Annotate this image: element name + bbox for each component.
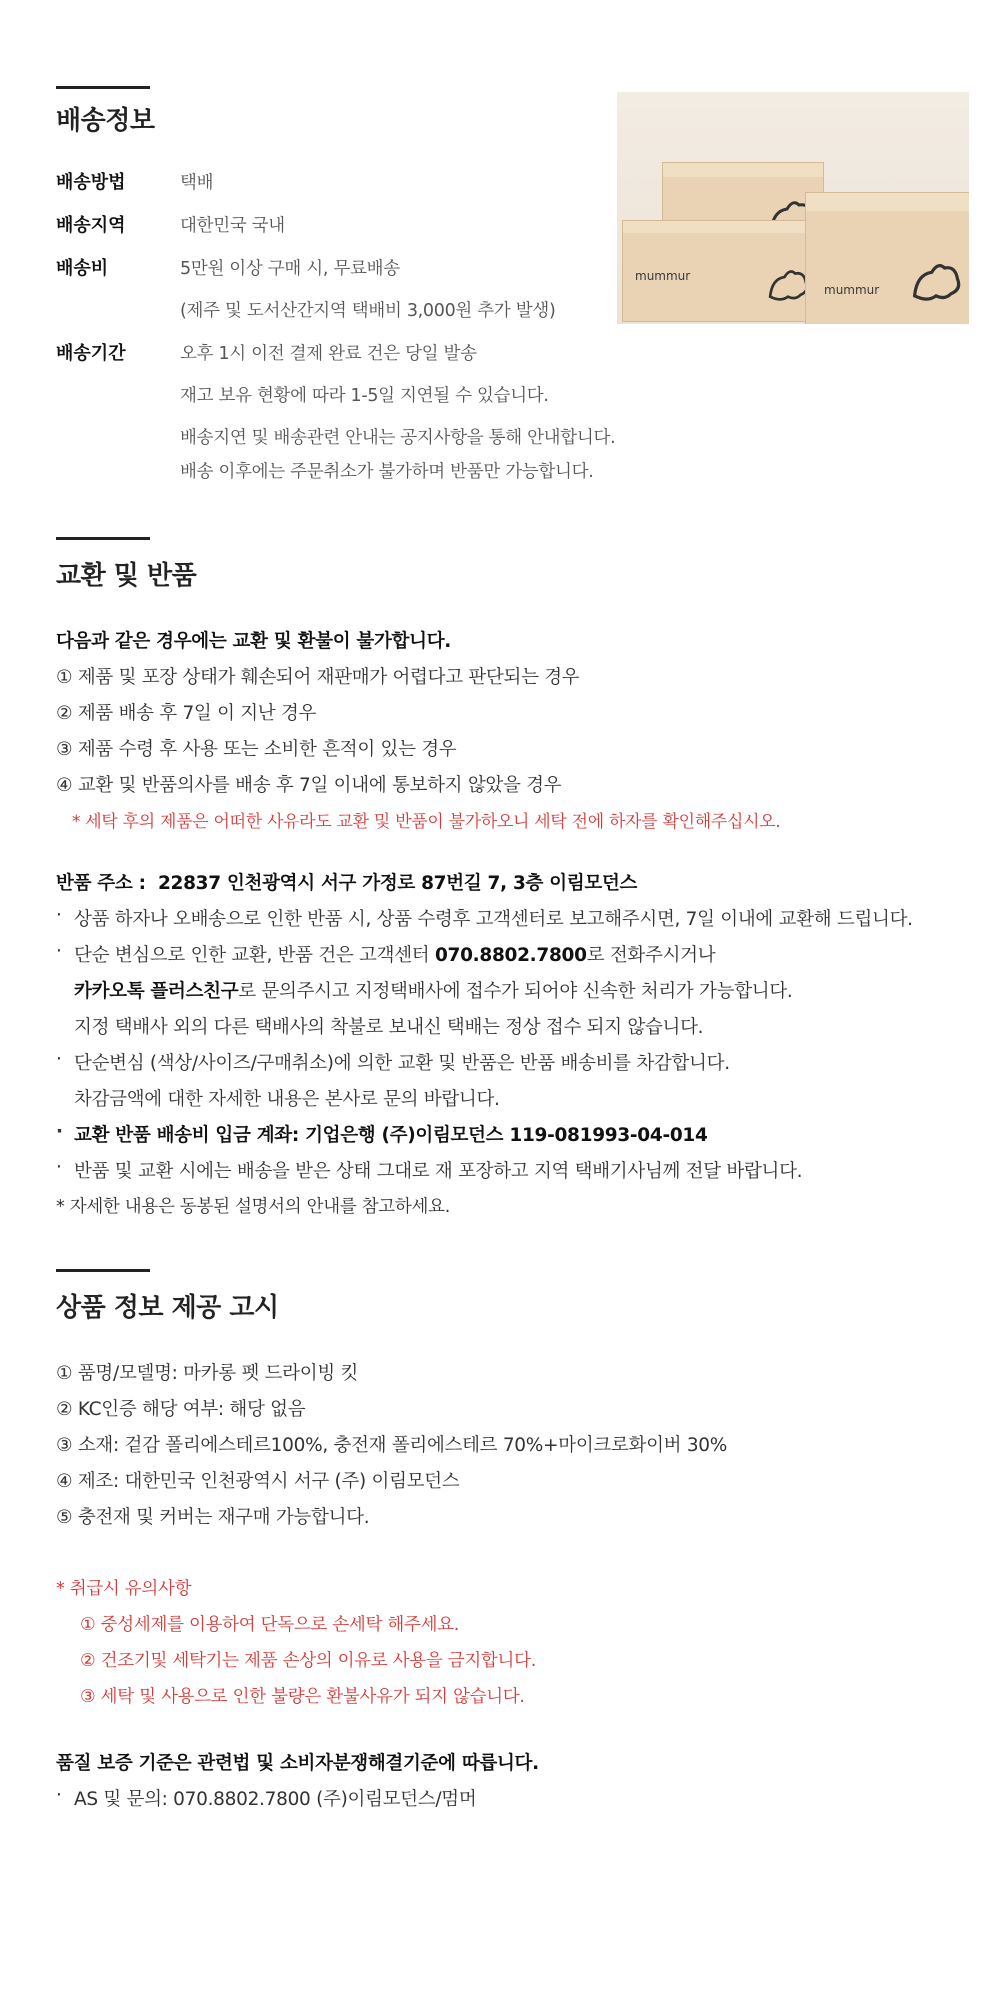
section-rule (56, 537, 150, 540)
exchange-item-1: ① 제품 및 포장 상태가 훼손되어 재판매가 어렵다고 판단되는 경우 (56, 667, 580, 688)
wash-warning: * 세탁 후의 제품은 어떠한 사유라도 교환 및 반품이 불가하오니 세탁 전에 하자를 확인해주십시오. (72, 812, 781, 832)
shipping-period-value: 오후 1시 이전 결제 완료 건은 당일 발송 (180, 344, 477, 364)
care-item-1: ① 중성세제를 이용하여 단독으로 손세탁 해주세요. (80, 1615, 460, 1635)
return-note-1: 상품 하자나 오배송으로 인한 반품 시, 상품 수령후 고객센터로 보고해주시면, 7일 이내에 교환해 드립니다. (74, 909, 913, 930)
section-rule (56, 86, 150, 89)
kakaotalk-plus-friend: 카카오톡 플러스친구 (74, 981, 239, 1002)
bullet: · (56, 1049, 62, 1070)
product-info-title: 상품 정보 제공 고시 (56, 1293, 279, 1323)
return-bank-account: 교환 반품 배송비 입금 계좌: 기업은행 (주)이림모던스 119-081993-04-014 (74, 1125, 708, 1146)
shipping-fee-value: 5만원 이상 구매 시, 무료배송 (180, 259, 400, 279)
return-note-8: 반품 및 교환 시에는 배송을 받은 상태 그대로 재 포장하고 지역 택배기사님께 전달 바랍니다. (74, 1161, 803, 1182)
as-contact: AS 및 문의: 070.8802.7800 (주)이림모던스/멈머 (74, 1789, 477, 1810)
shipping-fee-label: 배송비 (56, 258, 109, 279)
care-item-3: ③ 세탁 및 사용으로 인한 불량은 환불사유가 되지 않습니다. (80, 1687, 525, 1707)
product-item-5: ⑤ 충전재 및 커버는 재구매 가능합니다. (56, 1507, 370, 1528)
box-left: mummur (622, 220, 814, 322)
return-address-value: 22837 인천광역시 서구 가정로 87번길 7, 3층 이림모던스 (157, 873, 638, 894)
shipping-region-value: 대한민국 국내 (180, 216, 285, 236)
product-item-1: ① 품명/모델명: 마카롱 펫 드라이빙 킷 (56, 1363, 359, 1384)
product-item-3: ③ 소재: 겉감 폴리에스테르100%, 충전재 폴리에스테르 70%+마이크로화이버 30% (56, 1435, 728, 1456)
exchange-item-3: ③ 제품 수령 후 사용 또는 소비한 흔적이 있는 경우 (56, 739, 457, 760)
shipping-method-label: 배송방법 (56, 172, 126, 193)
exchange-item-4: ④ 교환 및 반품의사를 배송 후 7일 이내에 통보하지 않았을 경우 (56, 775, 562, 796)
product-item-2: ② KC인증 해당 여부: 해당 없음 (56, 1399, 306, 1420)
product-box-photo (617, 92, 969, 324)
bullet: · (56, 1157, 62, 1178)
return-note-3: 카카오톡 플러스친구로 문의주시고 지정택배사에 접수가 되어야 신속한 처리가 가능합니다. (74, 981, 793, 1002)
care-title: * 취급시 유의사항 (56, 1579, 192, 1599)
return-note-4: 지정 택배사 외의 다른 택배사의 착불로 보내신 택배는 정상 접수 되지 않습니다. (74, 1017, 704, 1038)
product-item-4: ④ 제조: 대한민국 인천광역시 서구 (주) 이림모던스 (56, 1471, 460, 1492)
shipping-fee-note: (제주 및 도서산간지역 택배비 3,000원 추가 발생) (180, 301, 556, 321)
return-note-5: 단순변심 (색상/사이즈/구매취소)에 의한 교환 및 반품은 반품 배송비를 차감합니다. (74, 1053, 730, 1074)
section-rule (56, 1269, 150, 1272)
exchange-item-2: ② 제품 배송 후 7일 이 지난 경우 (56, 703, 317, 724)
customer-center-phone: 070.8802.7800 (434, 945, 587, 966)
shipping-period-label: 배송기간 (56, 343, 126, 364)
shipping-period-delay: 재고 보유 현황에 따라 1-5일 지연될 수 있습니다. (180, 386, 549, 406)
return-address (56, 869, 637, 895)
bullet: · (56, 1121, 64, 1142)
shipping-method-value: 택배 (180, 173, 214, 193)
shipping-period-notice: 배송지연 및 배송관련 안내는 공지사항을 통해 안내합니다. (180, 428, 616, 448)
exchange-title: 교환 및 반품 (56, 561, 197, 591)
return-note-2: 단순 변심으로 인한 교환, 반품 건은 고객센터 070.8802.7800로 전화주시거나 (74, 945, 716, 966)
dog-logo-icon (906, 253, 966, 313)
quality-standard: 품질 보증 기준은 관련법 및 소비자분쟁해결기준에 따릅니다. (56, 1753, 539, 1774)
shipping-region-label: 배송지역 (56, 215, 126, 236)
return-address-label: 반품 주소 : (56, 873, 146, 894)
shipping-title: 배송정보 (56, 106, 155, 136)
return-note-9: * 자세한 내용은 동봉된 설명서의 안내를 참고하세요. (56, 1197, 450, 1217)
return-note-6: 차감금액에 대한 자세한 내용은 본사로 문의 바랍니다. (74, 1089, 500, 1110)
care-item-2: ② 건조기및 세탁기는 제품 손상의 이유로 사용을 금지합니다. (80, 1651, 537, 1671)
box-right: mummur (805, 192, 969, 324)
shipping-period-cancel: 배송 이후에는 주문취소가 불가하며 반품만 가능합니다. (180, 462, 594, 482)
bullet: · (56, 1785, 62, 1806)
exchange-heading: 다음과 같은 경우에는 교환 및 환불이 불가합니다. (56, 631, 451, 652)
bullet: · (56, 941, 62, 962)
bullet: · (56, 905, 62, 926)
